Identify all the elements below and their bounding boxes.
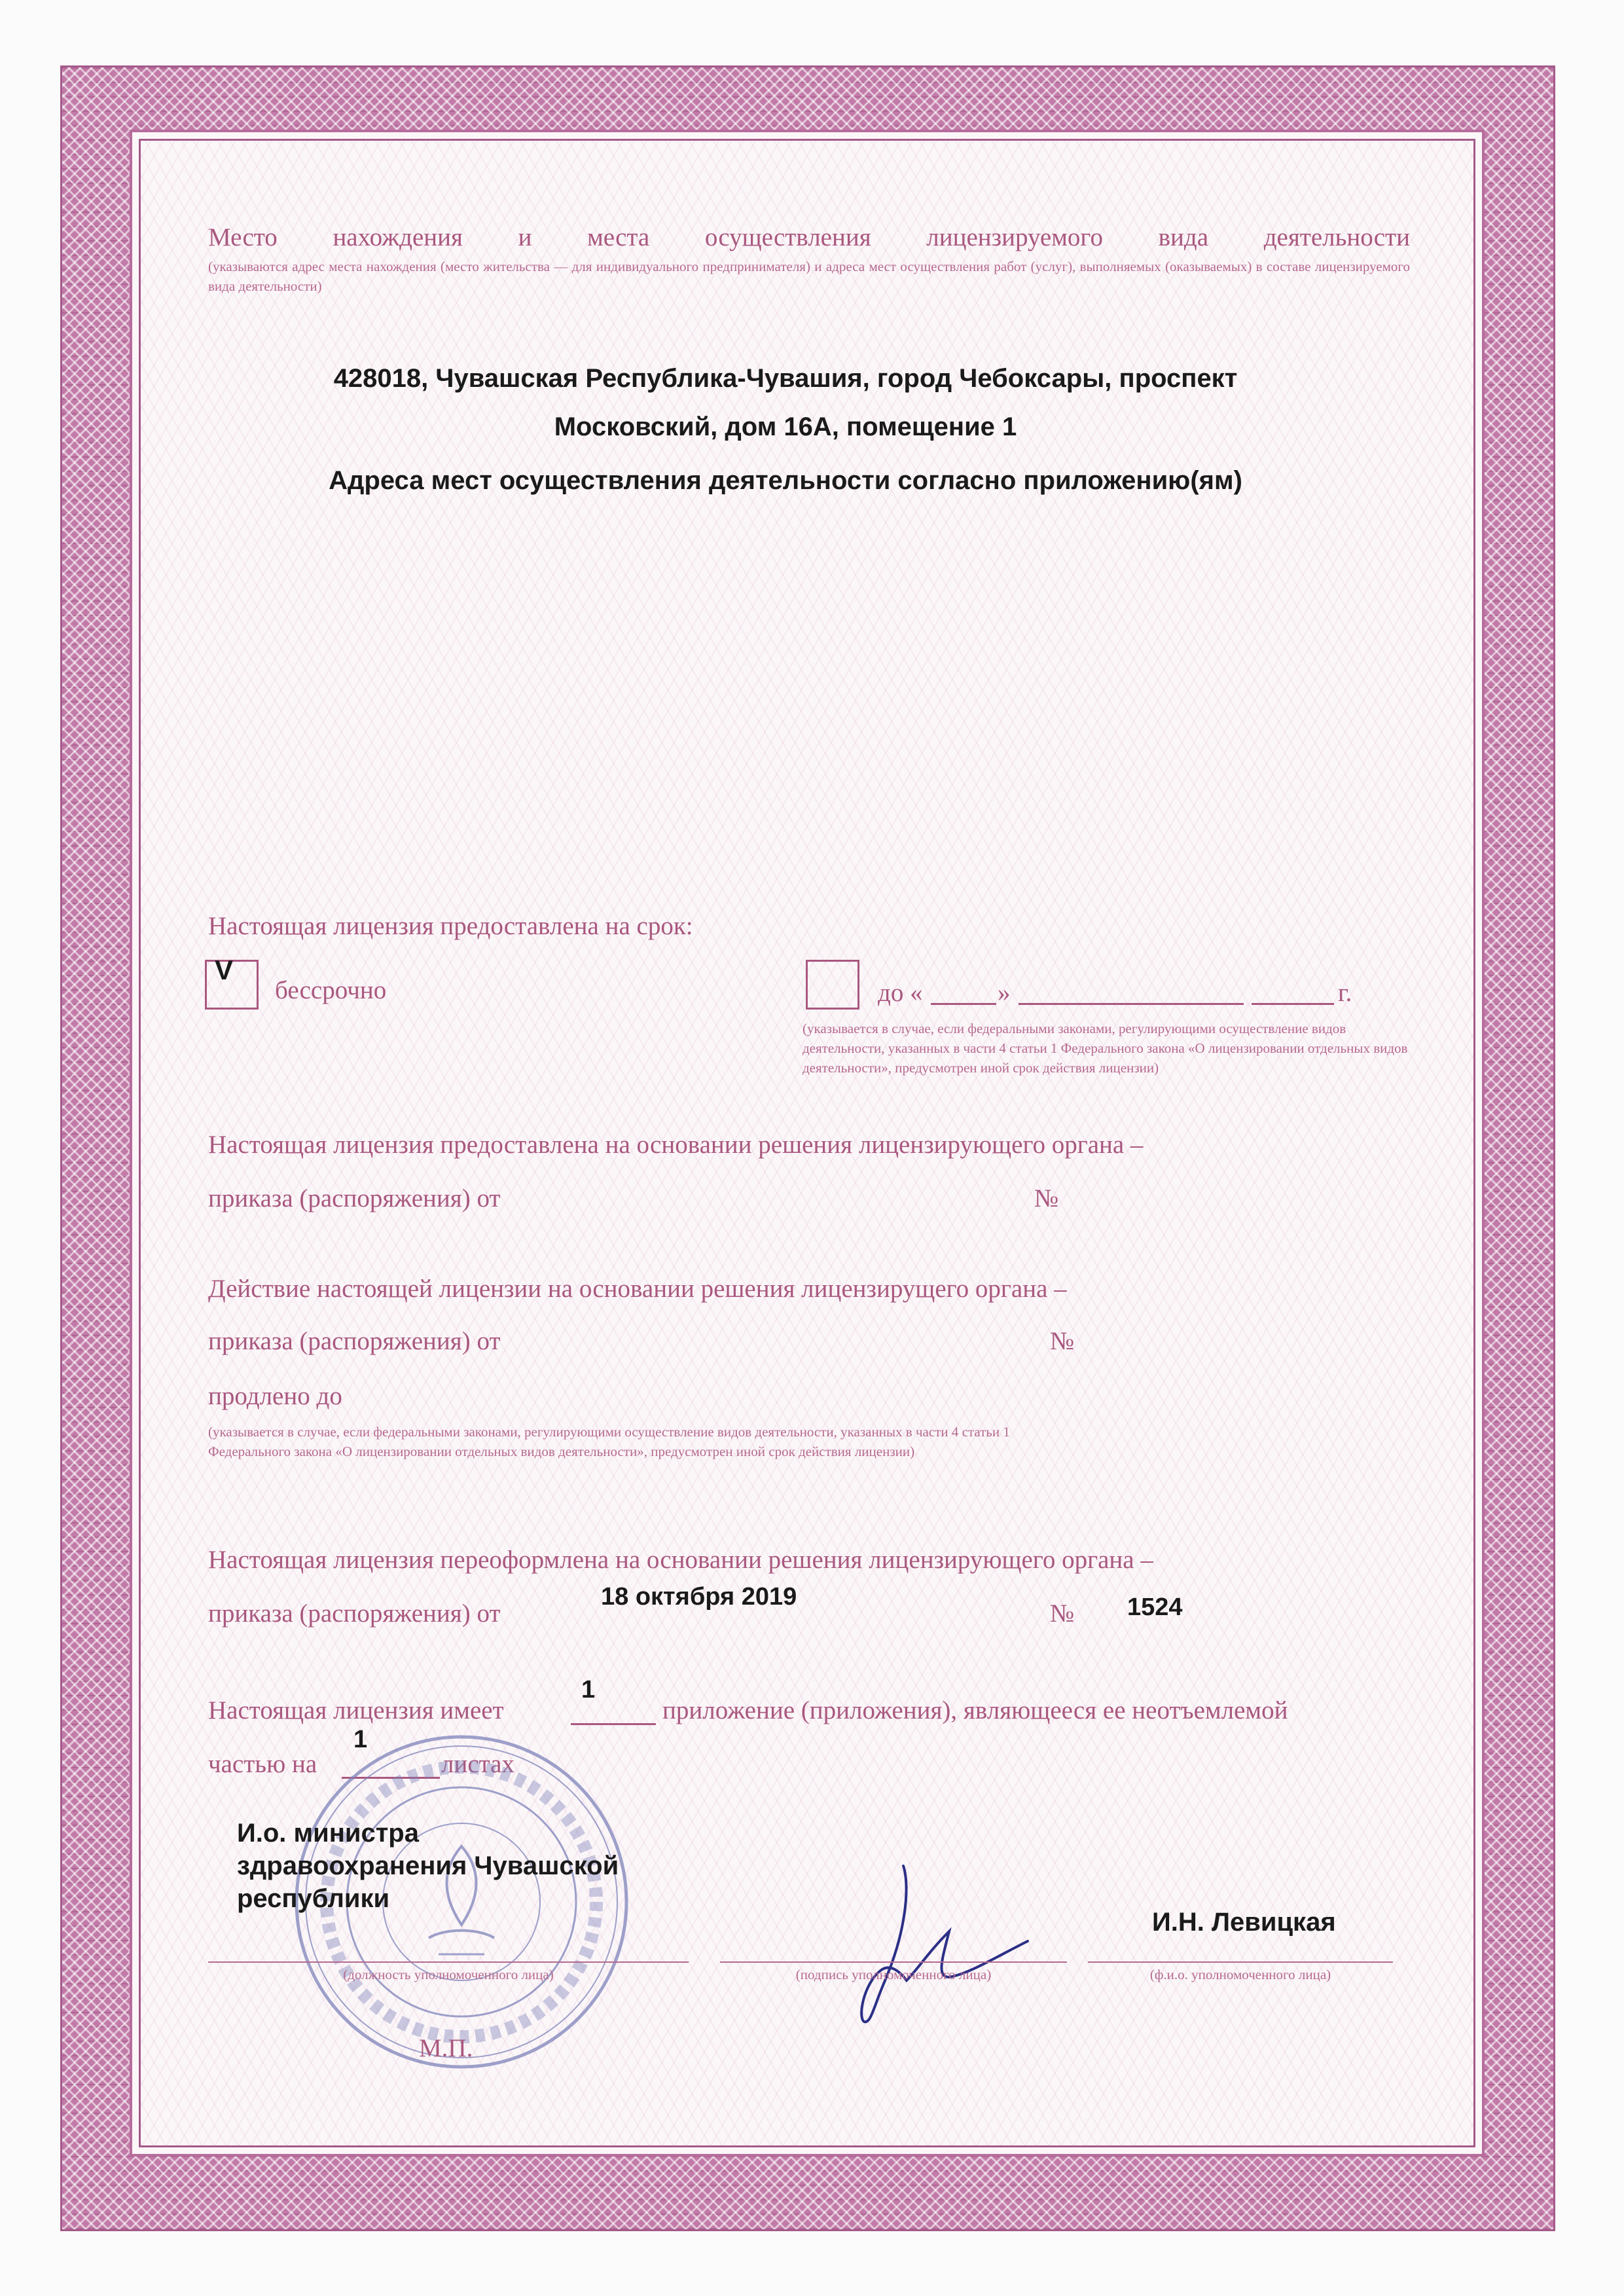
indefinite-label: бессрочно xyxy=(275,976,387,1004)
appendix-text-before: Настоящая лицензия имеет xyxy=(208,1696,504,1724)
signer-position-line-2: здравоохранения Чувашской xyxy=(237,1851,619,1880)
checkbox-mark: V xyxy=(215,955,234,985)
reissue-order-date: 18 октября 2019 xyxy=(601,1583,797,1611)
until-date-checkbox[interactable] xyxy=(806,960,859,1010)
until-prefix: до « xyxy=(878,979,923,1007)
extension-note: (указывается в случае, если федеральными законами, регулирующими осуществление видов деятельности, указанных в части 4 статьи 1 Федерального закона «О лицензировании отдельных видов деятельности», предусмотрен иной срок действия лицензии) xyxy=(208,1424,1010,1459)
reissue-order-label: приказа (распоряжения) от xyxy=(208,1599,501,1628)
signer-position-line-1: И.о. министра xyxy=(237,1819,419,1848)
basis-order-label: приказа (распоряжения) от xyxy=(208,1184,501,1212)
reissue-order-number: 1524 xyxy=(1127,1594,1183,1621)
extension-order-label: приказа (распоряжения) от xyxy=(208,1327,501,1355)
extension-number-sign: № xyxy=(1050,1327,1075,1355)
until-month-line xyxy=(1019,1003,1244,1005)
extension-text: Действие настоящей лицензии на основании решения лицензирущего органа – xyxy=(208,1275,1067,1303)
term-label: Настоящая лицензия предоставлена на срок: xyxy=(208,912,693,940)
basis-number-sign: № xyxy=(1034,1184,1059,1212)
location-note: (указываются адрес места нахождения (место жительства — для индивидуального предпринимателя) и адреса мест осуществления работ (услуг), выполняемых (оказываемых) в составе лицензируемого вида деятельности) xyxy=(208,259,1410,294)
signature-line xyxy=(720,1961,1067,1963)
appendix-sheets: 1 xyxy=(353,1726,368,1753)
reissue-number-sign: № xyxy=(1050,1599,1075,1628)
handwritten-signature xyxy=(818,1853,1034,2030)
appendix-line2-before: частью на xyxy=(208,1750,317,1778)
reissue-text: Настоящая лицензия переоформлена на основании решения лицензирующего органа – xyxy=(208,1546,1153,1574)
until-note: (указывается в случае, если федеральными законами, регулирующими осуществление видов деятельности, указанных в части 4 статьи 1 Федерального закона «О лицензировании отдельных видов деятельности», предусмотрен иной срок действия лицензии) xyxy=(803,1021,1408,1076)
until-suffix: г. xyxy=(1338,979,1352,1007)
appendix-text-after: приложение (приложения), являющееся ее неотъемлемой xyxy=(662,1696,1288,1724)
appendix-count-line xyxy=(571,1723,656,1725)
until-day-line xyxy=(931,1003,996,1005)
caption-name: (ф.и.о. уполномоченного лица) xyxy=(1149,1967,1331,1982)
extended-until-label: продлено до xyxy=(208,1382,342,1410)
caption-position: (должность уполномоченного лица) xyxy=(343,1967,554,1982)
basis-text: Настоящая лицензия предоставлена на основании решения лицензирующего органа – xyxy=(208,1131,1144,1159)
address-line-1: 428018, Чувашская Республика-Чувашия, город Чебоксары, проспект xyxy=(333,364,1238,393)
seal-place-mark: М.П. xyxy=(419,2034,473,2062)
address-line-3: Адреса мест осуществления деятельности согласно приложению(ям) xyxy=(329,466,1242,495)
signer-name: И.Н. Левицкая xyxy=(1152,1908,1336,1937)
location-heading: Место нахождения и места осуществления лицензируемого вида деятельности xyxy=(208,223,1410,251)
signer-position-line-3: республики xyxy=(237,1884,390,1913)
position-signature-line xyxy=(208,1961,689,1963)
name-signature-line xyxy=(1088,1961,1393,1963)
caption-signature: (подпись уполномоченного лица) xyxy=(795,1967,992,1982)
address-line-2: Московский, дом 16А, помещение 1 xyxy=(554,412,1017,441)
until-quote-close: » xyxy=(998,979,1011,1007)
appendix-line2-after: листах xyxy=(441,1750,514,1778)
appendix-count: 1 xyxy=(581,1676,596,1704)
until-year-line xyxy=(1252,1003,1334,1005)
